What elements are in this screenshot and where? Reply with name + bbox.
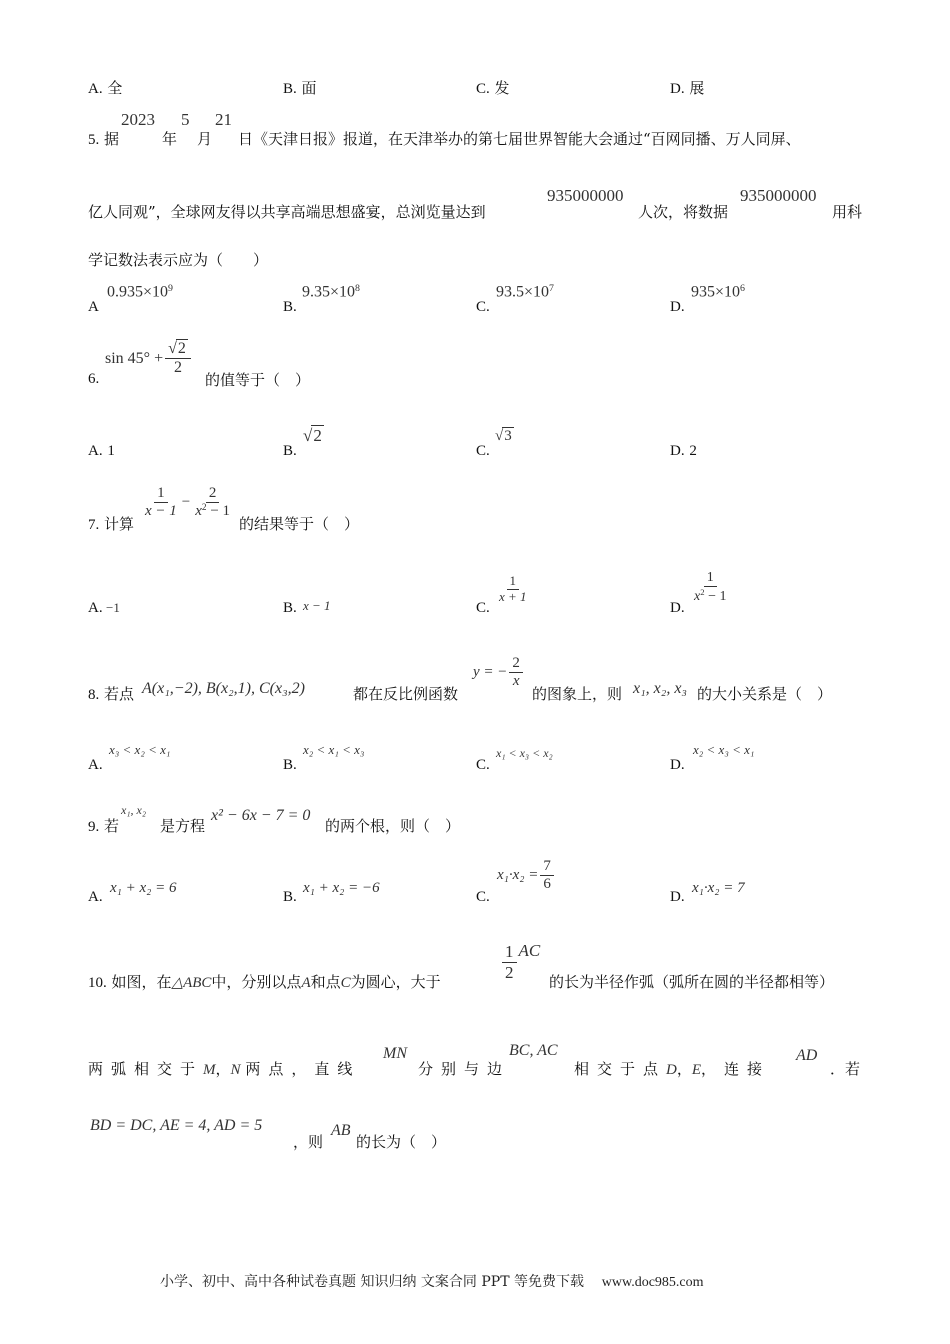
q7-option-a-value: −1 xyxy=(106,600,120,615)
q10-condition: BD = DC, AE = 4, AD = 5 xyxy=(90,1117,263,1134)
footer-text: 小学、初中、高中各种试卷真题 知识归纳 文案合同 PPT 等免费下载 www.doc985.com xyxy=(160,1274,704,1290)
q10-mn: MN xyxy=(383,1045,407,1062)
q6-option-d: D. 2 xyxy=(670,443,697,459)
q9-equation: x² − 6x − 7 = 0 xyxy=(211,807,311,824)
q9-number: 9. 若 xyxy=(88,817,120,835)
q10-half-ac: $\frac{1}{2}$ AC xyxy=(500,942,540,982)
q10-bc-ac: BC, AC xyxy=(509,1042,558,1059)
q4-option-d: D. 展 xyxy=(670,79,705,97)
q8-option-b-value: x₂ < x₁ < x₃ xyxy=(303,742,365,757)
q5-text-nian: 年 xyxy=(162,130,178,148)
q5-year: 2023 xyxy=(121,110,155,129)
q10-ad: AD xyxy=(796,1047,818,1064)
q6-number: 6. xyxy=(88,371,100,387)
q10-line2c: 相交于点D，E，连接 xyxy=(574,1060,771,1078)
q5-option-a: A xyxy=(88,299,99,315)
q8-text-c: 的大小关系是（ ） xyxy=(697,685,833,703)
q7-option-d: D. xyxy=(670,600,685,616)
q8-number: 8. 若点 xyxy=(88,685,135,703)
q5-text-yue: 月 xyxy=(197,130,213,148)
q9-option-a: A. xyxy=(88,889,103,905)
q9-text-a: 是方程 xyxy=(160,817,206,835)
q10-line2a: 两弧相交于M，N 两点，直线 xyxy=(88,1060,361,1078)
q9-option-b: B. xyxy=(283,889,297,905)
q10-line1: 10. 如图，在△ABC中，分别以点A和点C为圆心，大于 xyxy=(88,973,441,991)
q5-text-line3: 学记数法表示应为（ ） xyxy=(88,251,269,269)
q10-line2d: ．若 xyxy=(830,1060,861,1078)
footer-url[interactable]: www.doc985.com xyxy=(601,1275,704,1290)
q4-option-b: B. 面 xyxy=(283,79,317,97)
q8-vars: x₁, x₂, x₃ xyxy=(633,680,687,697)
q9-text-b: 的两个根，则（ ） xyxy=(325,817,461,835)
q7-option-b: B. xyxy=(283,600,297,616)
q4-option-c: C. 发 xyxy=(476,79,510,97)
q6-text: 的值等于（ ） xyxy=(205,371,311,389)
q10-line1-end: 的长为半径作弧（弧所在圆的半径都相等） xyxy=(549,973,835,991)
q8-text-b: 的图象上，则 xyxy=(532,685,623,703)
q5-number-1: 935000000 xyxy=(547,186,624,205)
q5-option-c: C. xyxy=(476,299,490,315)
q5-number-2: 935000000 xyxy=(740,186,817,205)
q10-ab: AB xyxy=(331,1122,351,1139)
q5-text-line2b: 人次，将数据 xyxy=(638,203,729,221)
q5-option-d: D. xyxy=(670,299,685,315)
q7-text: 的结果等于（ ） xyxy=(239,515,360,533)
q5-text-line1: 日《天津日报》报道，在天津举办的第七届世界智能大会通过“百网同播、万人同屏、 xyxy=(238,130,801,148)
q4-option-a: A. 全 xyxy=(88,79,123,97)
q8-option-d-value: x₂ < x₃ < x₁ xyxy=(693,742,755,757)
q8-option-c: C. xyxy=(476,757,490,773)
q6-option-b: B. xyxy=(283,443,297,459)
q8-option-a: A. xyxy=(88,757,103,773)
q8-points: A(x₁,−2), B(x₂,1), C(x₃,2) xyxy=(142,680,305,697)
q5-option-d-value: $935\times 10^6$ xyxy=(691,283,745,301)
q7-option-c-value: $\frac{1}{x + 1}$ xyxy=(499,573,527,604)
q7-expression: $\frac{1}{x - 1}$ − $\frac{2}{x^2 - 1}$ xyxy=(145,485,231,520)
q8-option-a-value: x₃ < x₂ < x₁ xyxy=(109,742,171,757)
q5-option-c-value: $93.5\times 10^7$ xyxy=(496,283,554,301)
q8-text-a: 都在反比例函数 xyxy=(353,685,459,703)
q5-month: 5 xyxy=(181,110,190,129)
q6-option-c-value: √3 xyxy=(495,428,512,444)
q9-option-c: C. xyxy=(476,889,490,905)
q9-option-c-value: x₁·x₂ = $\frac{7}{6}$ xyxy=(497,858,556,894)
q5-option-a-value: $0.935\times 10^9$ xyxy=(107,283,173,301)
q5-day: 21 xyxy=(215,110,232,129)
q9-option-d-value: x₁·x₂ = 7 xyxy=(692,880,745,896)
q8-function: y = − $\frac{2}{x}$ xyxy=(473,655,525,691)
q7-option-a: A. xyxy=(88,600,103,616)
q5-number: 5. 据 xyxy=(88,130,120,148)
q10-line3a: ，则 xyxy=(293,1133,324,1151)
q10-line3b: 的长为（ ） xyxy=(356,1133,447,1151)
q7-option-c: C. xyxy=(476,600,490,616)
q5-text-line2a: 亿人同观”，全球网友得以共享高端思想盛宴，总浏览量达到 xyxy=(88,203,486,221)
q8-option-c-value: x₁ < x₃ < x₂ xyxy=(496,746,553,760)
q7-option-b-value: x − 1 xyxy=(303,598,331,613)
q6-option-a: A. 1 xyxy=(88,443,115,459)
q9-option-b-value: x₁ + x₂ = −6 xyxy=(303,880,380,896)
q10-line2b: 分别与边 xyxy=(418,1060,511,1078)
q6-option-b-value: √2 xyxy=(303,426,322,445)
q7-number: 7. 计算 xyxy=(88,515,135,533)
q5-option-b-value: $9.35\times 10^8$ xyxy=(302,283,360,301)
q8-option-d: D. xyxy=(670,757,685,773)
q8-option-b: B. xyxy=(283,757,297,773)
q9-option-a-value: x₁ + x₂ = 6 xyxy=(110,880,177,896)
q6-expression: sin 45° + $\frac{√2}{2}$ xyxy=(105,340,193,378)
q9-vars: x₁, x₂ xyxy=(121,803,146,817)
q5-text-line2c: 用科 xyxy=(832,203,863,221)
q6-option-c: C. xyxy=(476,443,490,459)
q9-option-d: D. xyxy=(670,889,685,905)
q7-option-d-value: $\frac{1}{x^2 - 1}$ xyxy=(694,570,727,604)
q5-option-b: B. xyxy=(283,299,297,315)
